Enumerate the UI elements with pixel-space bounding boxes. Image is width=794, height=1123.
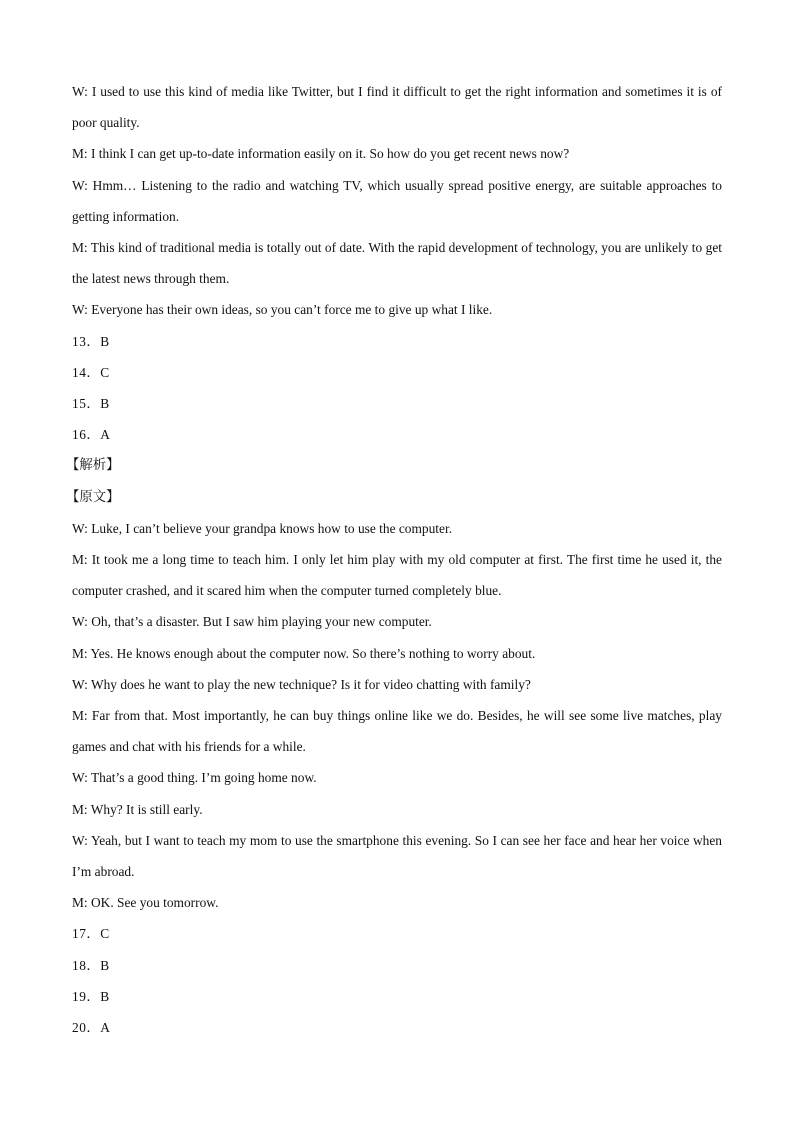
answer-item: 14．C [72, 364, 110, 380]
dialogue-line: W: Luke, I can’t believe your grandpa knows how to use the computer. [72, 520, 453, 536]
answer-item: 15．B [72, 396, 110, 412]
answer-list-1 [72, 326, 722, 451]
answer-item: 18．B [72, 957, 110, 973]
dialogue-line: M: This kind of traditional media is totally out of date. With the rapid development of technology, you are unlikely to get the latest news through them. [72, 240, 722, 287]
dialogue-line: W: Oh, that’s a disaster. But I saw him playing your new computer. [72, 614, 432, 630]
transcript-block-2 [72, 513, 722, 919]
transcript-block-1 [72, 76, 722, 326]
answer-item: 20．A [72, 1020, 111, 1036]
document-content [66, 76, 722, 1043]
dialogue-line: M: Why? It is still early. [72, 801, 203, 817]
answer-item: 16．A [72, 427, 111, 443]
answer-item: 17．C [72, 926, 110, 942]
answer-item: 19．B [72, 988, 110, 1004]
dialogue-line: W: I used to use this kind of media like Twitter, but I find it difficult to get the right information and sometimes it is of poor quality. [72, 84, 722, 131]
dialogue-line: M: Far from that. Most importantly, he can buy things online like we do. Besides, he will see some live matches, play games and chat with his friends for a while. [72, 708, 722, 755]
answer-list-2 [72, 918, 722, 1043]
original-text-label: 【原文】 [66, 489, 120, 505]
dialogue-line: W: Why does he want to play the new technique? Is it for video chatting with family? [72, 676, 531, 692]
dialogue-line: M: I think I can get up-to-date information easily on it. So how do you get recent news now? [72, 146, 570, 162]
dialogue-line: W: That’s a good thing. I’m going home now. [72, 770, 317, 786]
dialogue-line: M: Yes. He knows enough about the computer now. So there’s nothing to worry about. [72, 645, 536, 661]
dialogue-line: W: Everyone has their own ideas, so you can’t force me to give up what I like. [72, 302, 493, 318]
dialogue-line: W: Yeah, but I want to teach my mom to use the smartphone this evening. So I can see her face and hear her voice when I’m abroad. [72, 832, 722, 880]
dialogue-line: W: Hmm… Listening to the radio and watching TV, which usually spread positive energy, are suitable approaches to getting information. [72, 177, 722, 224]
dialogue-line: M: OK. See you tomorrow. [72, 895, 219, 911]
analysis-label: 【解析】 [66, 458, 120, 474]
answer-item: 13．B [72, 333, 110, 349]
dialogue-line: M: It took me a long time to teach him. I only let him play with my old computer at first. The first time he used it, the computer crashed, and it scared him when the computer turned completely blue. [72, 552, 722, 599]
